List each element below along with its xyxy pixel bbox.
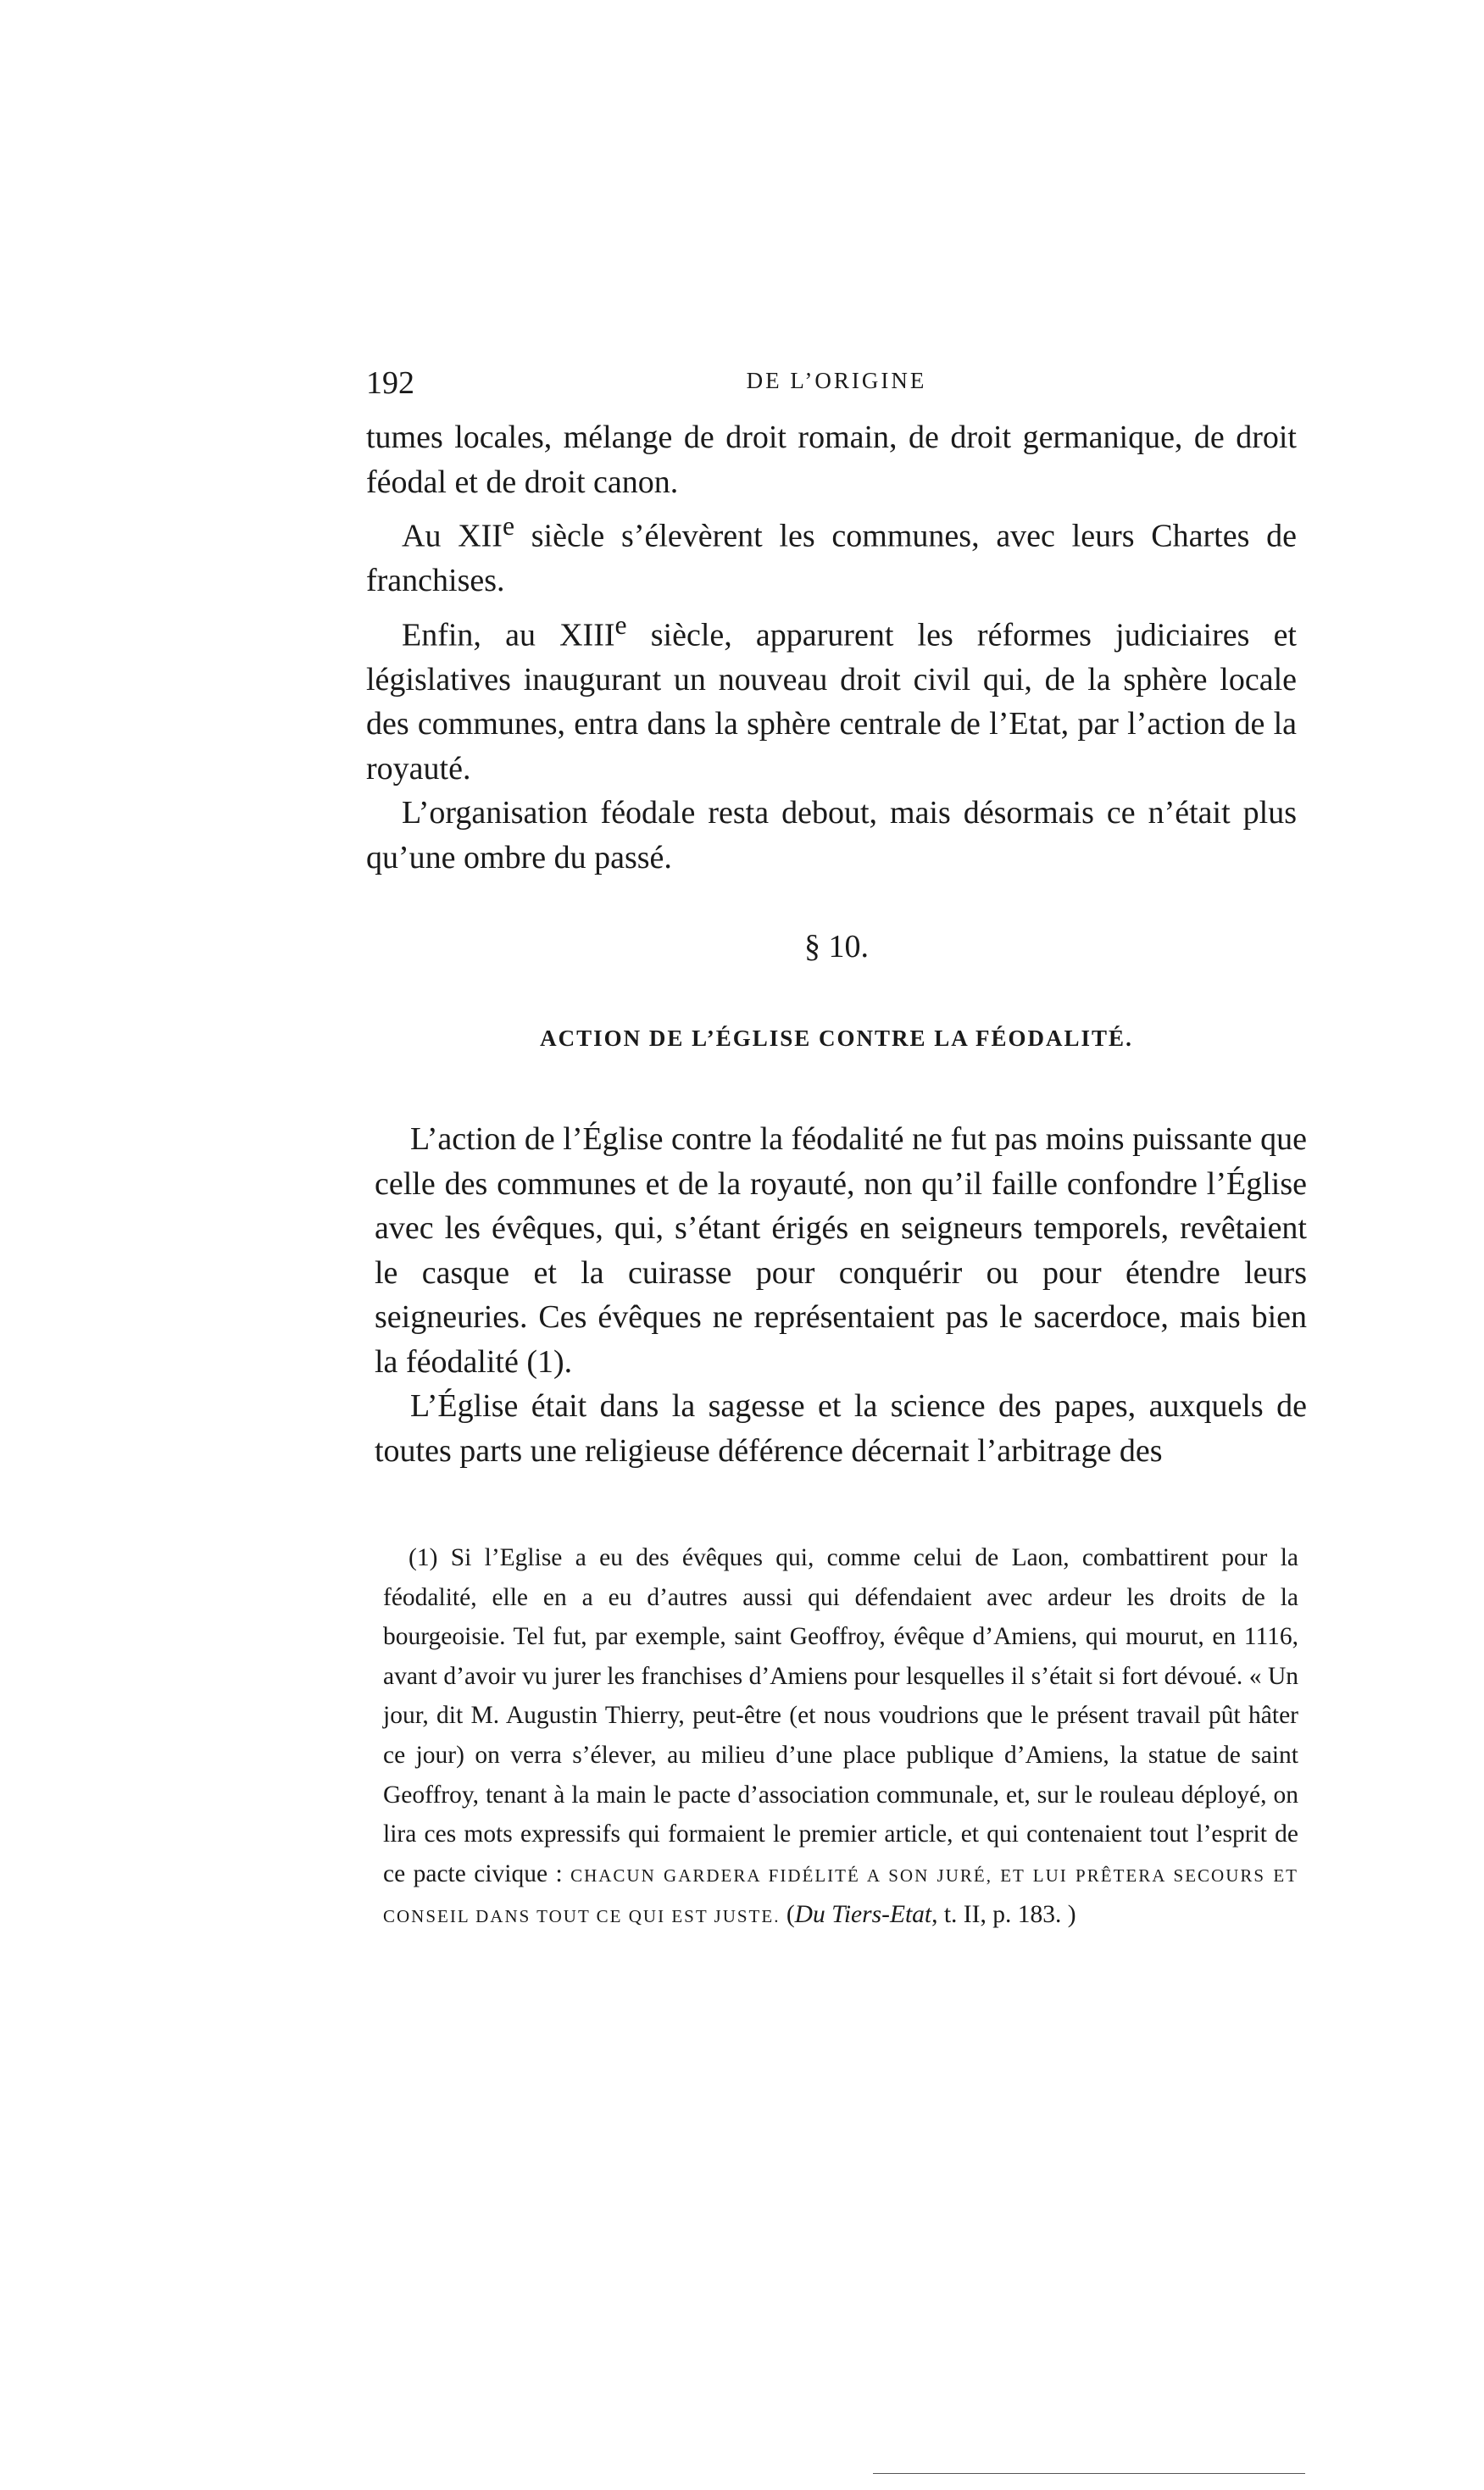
section-title: ACTION DE L’ÉGLISE CONTRE LA FÉODALITÉ. bbox=[540, 1025, 1133, 1051]
footnote-text: (1) Si l’Eglise a eu des évêques qui, comme celui de Laon, combattirent pour la féodalité, elle en a eu d’autres aussi qui défendaient avec ardeur les droits de la bourgeoisie. Tel fut, par exemple, saint Geoffroy, évêque d’Amiens, qui mourut, en 1116, avant d’avoir vu jurer les franchises d’Amiens pour lesquelles il s’était si fort dévoué. « Un jour, dit M. Augustin Thierry, peut-être (et nous voudrions que le présent travail pût hâter ce jour) on verra s’élever, au milieu d’une place publique d’Amiens, la statue de saint Geoffroy, tenant à la main le pacte d’association communale, et, sur le rouleau déployé, on lira ces mots expressifs qui formaient le premier article, et qui contenaient tout l’esprit de ce pacte civique : bbox=[383, 1544, 1298, 1887]
text-block-before-section bbox=[366, 415, 1297, 880]
p3-end: siècle, apparurent les réformes judiciaires et législatives inaugurant un nouveau droit civil qui, de la sphère locale des communes, entra dans la sphère centrale de l’Etat, par l’action de la royauté. bbox=[366, 617, 1297, 786]
page-header bbox=[366, 364, 1307, 412]
footnote-quote-caps: CHACUN GARDERA FIDÉLITÉ A SON JURÉ, ET LUI PRÊTERA SECOURS ET CONSEIL DANS TOUT CE QUI EST JUSTE. bbox=[383, 1865, 1298, 1927]
footnote-source-open: ( bbox=[780, 1901, 795, 1929]
footnote bbox=[383, 1538, 1298, 1937]
text-block-section-10 bbox=[375, 1117, 1307, 1473]
paragraph-action-eglise: L’action de l’Église contre la féodalité ne fut pas moins puissante que celle des communes et de la royauté, non qu’il faille confondre l’Église avec les évêques, qui, s’étant érigés en seigneurs temporels, revêtaient le casque et la cuirasse pour conquérir ou pour étendre leurs seigneuries. Ces évêques ne représentaient pas le sacerdoce, mais bien la féodalité (1). bbox=[375, 1121, 1307, 1380]
footnote-paragraph bbox=[383, 1538, 1298, 1937]
bottom-rule bbox=[873, 2473, 1305, 2474]
paragraph-reformes bbox=[366, 603, 1297, 792]
p3-superscript: e bbox=[614, 609, 627, 640]
paragraph-communes bbox=[366, 504, 1297, 603]
paragraph-continuation: tumes locales, mélange de droit romain, de droit germanique, de droit féodal et de droit canon. bbox=[366, 420, 1297, 500]
p2-end: siècle s’élevèrent les communes, avec leurs Chartes de franchises. bbox=[366, 518, 1297, 599]
page-number: 192 bbox=[366, 365, 414, 401]
running-title: DE L’ORIGINE bbox=[746, 368, 927, 393]
p2-start: Au XII bbox=[402, 518, 503, 554]
paragraph-organisation: L’organisation féodale resta debout, mais désormais ce n’était plus qu’une ombre du passé. bbox=[366, 795, 1297, 875]
paragraph-sagesse-papes: L’Église était dans la sagesse et la science des papes, auxquels de toutes parts une religieuse déférence décernait l’arbitrage des bbox=[375, 1388, 1307, 1469]
section-number: § 10. bbox=[804, 929, 869, 964]
p3-start: Enfin, au XIII bbox=[402, 617, 615, 653]
footnote-source-title: Du Tiers-Etat bbox=[794, 1901, 932, 1929]
footnote-source-rest: , t. II, p. 183. ) bbox=[931, 1901, 1076, 1929]
p2-superscript: e bbox=[502, 511, 515, 541]
